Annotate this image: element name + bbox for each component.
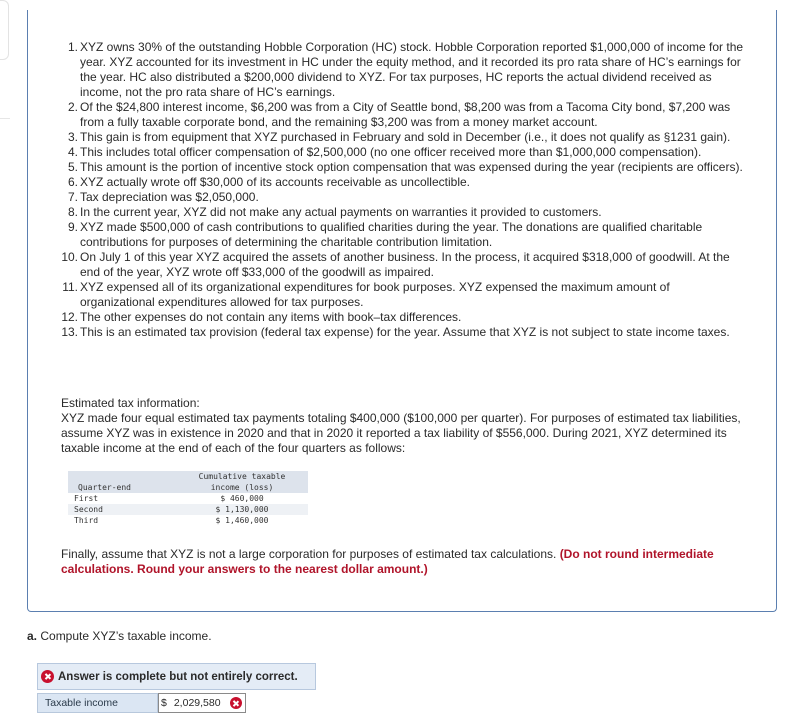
note-number: 13. (61, 325, 78, 339)
final-text: Finally, assume that XYZ is not a large corporation for purposes of estimated tax calculations. (61, 547, 560, 561)
note-item (66, 145, 746, 160)
table-row (68, 493, 308, 504)
note-item (66, 160, 746, 175)
feedback-banner (37, 663, 316, 690)
note-item (61, 250, 746, 280)
note-item (61, 310, 746, 325)
estimated-tax-text: XYZ made four equal estimated tax payments totaling $400,000 ($100,000 per quarter). For purposes of estimated tax liabilities, assume XYZ was in existence in 2020 and that in 2020 it reported a tax liability of $556,000. During 2021, XYZ determined its taxable income at the end of each of the four quarters as follows: (61, 411, 741, 455)
note-text: XYZ actually wrote off $30,000 of its accounts receivable as uncollectible. (80, 175, 470, 189)
note-text: The other expenses do not contain any items with book–tax differences. (80, 310, 462, 324)
note-text: This amount is the portion of incentive stock option compensation that was expensed during the year (recipients are officers). (80, 160, 743, 174)
rounding-instruction: (Do not round intermediate calculations. Round your answers to the nearest dollar amount.) (61, 547, 714, 576)
note-number: 6. (67, 175, 78, 189)
value-cell: $ 460,000 (220, 494, 264, 503)
header-quarter-end: Quarter-end (68, 482, 176, 493)
note-item (66, 40, 746, 100)
note-text: Tax depreciation was $2,050,000. (80, 190, 259, 204)
note-number: 1. (67, 40, 78, 54)
table-row (68, 504, 308, 515)
note-item (66, 205, 746, 220)
value-cell: $ 1,130,000 (176, 504, 308, 515)
taxable-income-value: 2,029,580 (173, 697, 221, 709)
incorrect-icon (230, 697, 242, 709)
note-number: 7. (67, 190, 78, 204)
note-number: 11. (62, 280, 78, 294)
value-cell: $ 1,460,000 (215, 516, 269, 525)
estimated-tax-heading: Estimated tax information: (61, 396, 200, 410)
note-number: 10. (61, 250, 78, 264)
currency-symbol: $ (161, 697, 167, 709)
note-item (66, 175, 746, 190)
note-text: XYZ expensed all of its organizational expenditures for book purposes. XYZ expensed the maximum amount of organizational expenditures allowed for tax purposes. (80, 280, 670, 309)
quarter-cell: First (74, 494, 99, 503)
note-number: 8. (67, 205, 78, 219)
header-income: income (loss) (176, 482, 308, 493)
part-a-letter: a. (27, 629, 38, 643)
side-divider (0, 118, 10, 119)
feedback-text: Answer is complete but not entirely correct. (58, 670, 298, 683)
part-a-text: Compute XYZ’s taxable income. (37, 629, 212, 643)
note-item (66, 220, 746, 250)
note-text: This is an estimated tax provision (federal tax expense) for the year. Assume that XYZ is not subject to state income taxes. (80, 325, 730, 339)
quarter-income-table (68, 471, 308, 526)
note-number: 2. (67, 100, 78, 114)
quarter-cell: Third (74, 516, 99, 525)
side-panel-tab (0, 0, 9, 60)
header-cumulative: Cumulative taxable (176, 471, 308, 482)
note-text: XYZ owns 30% of the outstanding Hobble Corporation (HC) stock. Hobble Corporation reported $1,000,000 of income for the year. XYZ accounted for its investment in HC under the equity method, and it recorded its pro rata share of HC’s earnings for the year. HC also distributed a $200,000 dividend to XYZ. For tax purposes, HC reports the actual dividend received as income, not the pro rata share of HC’s earnings. (80, 40, 744, 99)
note-number: 3. (67, 130, 78, 144)
note-text: In the current year, XYZ did not make any actual payments on warranties it provided to customers. (80, 205, 602, 219)
incorrect-icon (41, 670, 54, 683)
note-item (66, 190, 746, 205)
quarter-cell: Second (68, 504, 176, 515)
table-row (68, 515, 308, 526)
note-text: Of the $24,800 interest income, $6,200 was from a City of Seattle bond, $8,200 was from a Tacoma City bond, $7,200 was from a fully taxable corporate bond, and the remaining $3,200 was from a money market account. (80, 100, 731, 129)
note-item (66, 130, 746, 145)
table-header-row (68, 482, 308, 493)
note-item (61, 325, 746, 340)
note-text: XYZ made $500,000 of cash contributions to qualified charities during the year. The donations are qualified charitable contributions for purposes of determining the charitable contribution limitation. (80, 220, 703, 249)
note-number: 5. (67, 160, 78, 174)
note-text: This includes total officer compensation of $2,500,000 (no one officer received more than $1,000,000 compensation). (80, 145, 702, 159)
note-number: 12. (61, 310, 78, 324)
taxable-income-input[interactable] (158, 693, 246, 713)
note-text: On July 1 of this year XYZ acquired the assets of another business. In the process, it acquired $318,000 of goodwill. At the end of the year, XYZ wrote off $33,000 of the goodwill as impaired. (80, 250, 730, 279)
note-number: 9. (67, 220, 78, 234)
table-header-row (68, 471, 308, 482)
note-number: 4. (67, 145, 78, 159)
note-item (62, 280, 746, 310)
notes-list (61, 40, 746, 340)
answer-row (37, 693, 246, 713)
final-instructions (61, 547, 751, 577)
taxable-income-label: Taxable income (37, 693, 158, 713)
note-item (66, 100, 746, 130)
part-a-prompt (27, 629, 212, 643)
note-text: This gain is from equipment that XYZ purchased in February and sold in December (i.e., it does not qualify as §1231 gain). (80, 130, 731, 144)
